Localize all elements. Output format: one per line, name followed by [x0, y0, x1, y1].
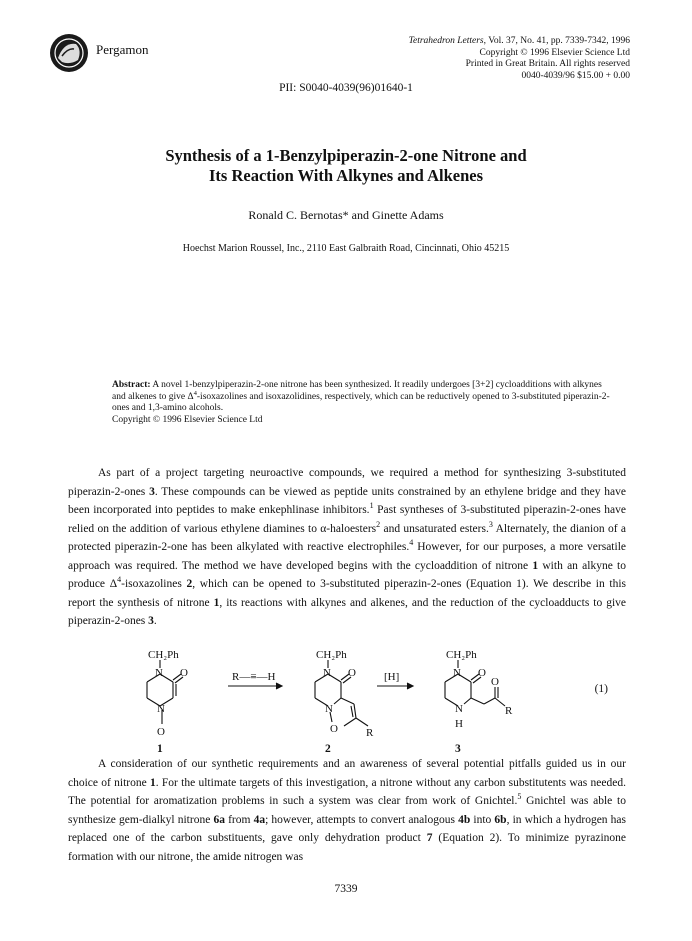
journal-info — [409, 36, 630, 82]
publisher-name: Pergamon — [96, 42, 149, 57]
paragraph-1: As part of a project targeting neuroactive compounds, we required a method for synthesizing 3-substituted piperazin-2-ones 3. These compounds can be viewed as peptide units constrained by an ethylene bridge and they have been incorporated into peptides to make enkephlinase inhibitors.$^1$ Past syntheses of 3-substituted piperazin-2-ones have relied on the addition of various ethylene diamines to α-haloesters$^2$ and unsaturated esters.$^3$ Alternately, the dianion of a protected piperazin-2-one has been alkylated with reactive electrophiles.$^4$ However, for our purposes, a more versatile approach was required. The method we have developed begins with the cycloaddition of nitrone 1 with an alkyne to produce $\Delta^4$-isoxazolines 2, which can be opened to 3-substituted piperazin-2-ones (Equation 1). We describe in this report the synthesis of nitrone 1, its reactions with alkynes and alkenes, and the reduction of the cycloadducts to give piperazin-2-ones 3. — [68, 467, 627, 627]
eq-o-2b: O — [330, 723, 338, 735]
citation: , Vol. 37, No. 41, pp. 7339-7342, 1996 — [483, 36, 630, 46]
eq-o-3c: O — [491, 676, 499, 688]
price-line: 0040-4039/96 $15.00 + 0.00 — [521, 70, 630, 81]
eq-n-1a: N — [155, 667, 163, 679]
title-line-1: Synthesis of a 1-Benzylpiperazin-2-one Nitrone and — [165, 146, 527, 165]
equation-number: (1) — [594, 683, 608, 695]
compound-label-1: 1 — [157, 743, 163, 755]
printed-line: Printed in Great Britain. All rights reserved — [465, 59, 630, 69]
abstract — [112, 380, 612, 426]
article-title — [60, 146, 632, 186]
pii: PII: S0040-4039(96)01640-1 — [279, 82, 413, 94]
abstract-copyright: Copyright © 1996 Elsevier Science Ltd — [112, 414, 263, 425]
affiliation: Hoechst Marion Roussel, Inc., 2110 East Galbraith Road, Cincinnati, Ohio 45215 — [182, 243, 510, 254]
title-line-2: Its Reaction With Alkynes and Alkenes — [209, 166, 483, 185]
eq-substituent-1: CH₂Ph — [148, 649, 179, 661]
eq-n-3a: N — [453, 667, 461, 679]
compound-1-structure — [147, 660, 183, 724]
eq-n-2a: N — [323, 667, 331, 679]
eq-substituent-3: CH₂Ph — [446, 649, 477, 661]
eq-r-2: R — [366, 727, 374, 739]
authors: Ronald C. Bernotas* and Ginette Adams — [248, 208, 444, 222]
eq-r-3: R — [505, 705, 513, 717]
abstract-text: Abstract: A novel 1-benzylpiperazin-2-one nitrone has been synthesized. It readily undergoes [3+2] cycloadditions with alkynes and alkenes to give $\Delta^4$-isoxazolines and isoxazolidines, respectively, which can be reductively opened to 3-substituted piperazin-2-ones and 1,3-amino alcohols. — [112, 380, 610, 413]
journal-name: Tetrahedron Letters — [408, 36, 484, 46]
eq-o-2a: O — [348, 667, 356, 679]
eq-substituent-2: CH₂Ph — [316, 649, 347, 661]
equation-1-scheme — [0, 640, 692, 760]
eq-n-1b: N — [157, 703, 165, 715]
eq-n-3b: N — [455, 703, 463, 715]
page-number: 7339 — [334, 883, 358, 895]
eq-o-3a: O — [478, 667, 486, 679]
copyright-line: Copyright © 1996 Elsevier Science Ltd — [479, 47, 630, 58]
paragraph-2: A consideration of our synthetic requirements and an awareness of several potential pitfalls guided us in our choice of nitrone 1. For the ultimate targets of this investigation, a nitrone without any carbon substitutents was needed. The potential for aromatization problems in such a system was clear from work of Gnichtel.$^5$ Gnichtel was able to synthesize gem-dialkyl nitrone 6a from 4a; however, attempts to convert analogous 4b into 6b, in which a hydrogen has replaced one of the carbon substituents, gave only dehydration product 7 (Equation 2). To minimize pyrazinone formation with our nitrone, the amide nitrogen was — [68, 758, 627, 863]
eq-o-1b: O — [157, 726, 165, 738]
compound-label-2: 2 — [325, 743, 331, 755]
pergamon-logo-icon — [48, 32, 90, 74]
abstract-label: Abstract: — [112, 380, 151, 390]
eq-h-3: H — [455, 718, 463, 730]
eq-reduction: [H] — [384, 671, 400, 683]
eq-n-2b: N — [325, 703, 333, 715]
eq-reagent: R—≡—H — [232, 671, 276, 683]
eq-o-1a: O — [180, 667, 188, 679]
compound-label-3: 3 — [455, 743, 461, 755]
